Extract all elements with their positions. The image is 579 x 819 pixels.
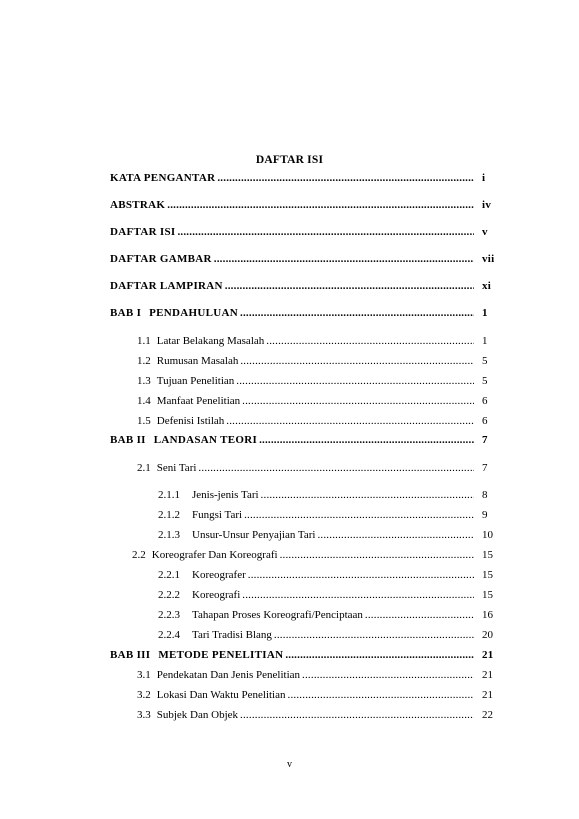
toc-entry	[158, 568, 476, 582]
dot-leader	[317, 528, 474, 542]
toc-entry	[158, 608, 476, 622]
toc-entry-label	[158, 528, 315, 542]
toc-entry-label	[110, 306, 238, 320]
toc-entry-title: LANDASAN TEORI	[153, 434, 258, 446]
dot-leader	[266, 334, 474, 348]
toc-entry	[158, 588, 476, 602]
toc-entry-label	[137, 688, 286, 702]
toc-entry-page: i	[482, 172, 486, 184]
dot-leader	[244, 508, 474, 522]
toc-entry	[110, 171, 476, 185]
dot-leader	[259, 433, 474, 447]
toc-entry-page: 20	[482, 629, 493, 641]
toc-entry-number: 3.2	[137, 689, 151, 701]
dot-leader	[261, 488, 474, 502]
dot-leader	[288, 688, 475, 702]
toc-entry-number: 2.2	[132, 549, 146, 561]
toc-entry-label	[137, 414, 224, 428]
toc-entry-number: 1.3	[137, 375, 151, 387]
toc-entry-label	[158, 568, 246, 582]
toc-entry	[158, 628, 476, 642]
toc-entry	[137, 394, 476, 408]
toc-entry-title: Unsur-Unsur Penyajian Tari	[192, 529, 316, 541]
toc-entry-number: BAB II	[110, 434, 146, 446]
toc-entry-number: 1.2	[137, 355, 151, 367]
toc-entry	[158, 528, 476, 542]
toc-entry-title: Koreografer	[192, 569, 246, 581]
toc-entry-label	[110, 252, 212, 266]
toc-entry-title: PENDAHULUAN	[149, 307, 239, 319]
toc-entry-label	[158, 588, 240, 602]
toc-entry	[158, 488, 476, 502]
toc-entry-label	[137, 354, 238, 368]
toc-entry-number: BAB I	[110, 307, 142, 319]
toc-entry-label	[110, 225, 175, 239]
toc-entry	[110, 198, 476, 212]
toc-entry	[137, 334, 476, 348]
toc-entry	[110, 279, 476, 293]
toc-entry-title: DAFTAR GAMBAR	[110, 253, 212, 265]
toc-entry-title: Koreografi	[192, 589, 241, 601]
toc-entry-number: 2.1.3	[158, 529, 180, 541]
dot-leader	[225, 279, 474, 293]
toc-entry-label	[137, 394, 240, 408]
toc-entry	[137, 354, 476, 368]
page-number: v	[287, 759, 292, 770]
toc-entry-label	[158, 628, 272, 642]
dot-leader	[240, 354, 474, 368]
dot-leader	[177, 225, 474, 239]
toc-entry-number: 2.1.2	[158, 509, 180, 521]
toc-entry-number: BAB III	[110, 649, 151, 661]
toc-entry-page: xi	[482, 280, 492, 292]
toc-entry-page: 7	[482, 434, 488, 446]
toc-entry-page: 21	[482, 649, 494, 661]
dot-leader	[217, 171, 474, 185]
toc-entry-title: ABSTRAK	[110, 199, 166, 211]
dot-leader	[167, 198, 474, 212]
toc-entry-title: Fungsi Tari	[192, 509, 243, 521]
toc-entry-number: 3.3	[137, 709, 151, 721]
toc-entry-page: 9	[482, 509, 488, 521]
toc-entry	[110, 306, 476, 320]
toc-entry-page: 1	[482, 335, 488, 347]
toc-entry-title: METODE PENELITIAN	[158, 649, 284, 661]
toc-entry-label	[158, 608, 363, 622]
toc-entry	[137, 668, 476, 682]
toc-entry-page: 5	[482, 355, 488, 367]
toc-entry	[110, 225, 476, 239]
toc-entry-title: Tujuan Penelitian	[156, 375, 235, 387]
toc-entry-page: vii	[482, 253, 495, 265]
dot-leader	[248, 568, 474, 582]
toc-entry-page: 21	[482, 689, 493, 701]
dot-leader	[214, 252, 474, 266]
dot-leader	[226, 414, 474, 428]
toc-entry-number: 2.2.1	[158, 569, 180, 581]
dot-leader	[240, 306, 474, 320]
toc-entry	[132, 548, 476, 562]
toc-entry-title: Pendekatan Dan Jenis Penelitian	[156, 669, 301, 681]
toc-entry	[137, 374, 476, 388]
toc-entry-title: Lokasi Dan Waktu Penelitian	[156, 689, 286, 701]
dot-leader	[285, 648, 474, 662]
toc-entry-number: 2.2.2	[158, 589, 180, 601]
toc-entry-page: 7	[482, 462, 488, 474]
page-title: DAFTAR ISI	[255, 154, 324, 166]
toc-entry	[110, 433, 476, 447]
toc-entry-label	[137, 668, 300, 682]
toc-entry-label	[110, 433, 257, 447]
toc-entry-number: 2.2.4	[158, 629, 180, 641]
toc-entry-page: 5	[482, 375, 488, 387]
toc-entry-label	[110, 648, 283, 662]
toc-entry-page: 15	[482, 549, 493, 561]
dot-leader	[198, 461, 474, 475]
toc-entry-title: DAFTAR ISI	[110, 226, 176, 238]
toc-entry-label	[137, 334, 264, 348]
toc-entry-title: DAFTAR LAMPIRAN	[110, 280, 223, 292]
toc-entry-label	[132, 548, 278, 562]
toc-entry-page: 16	[482, 609, 493, 621]
toc-entry-number: 1.5	[137, 415, 151, 427]
toc-entry-title: Koreografer Dan Koreografi	[151, 549, 278, 561]
toc-entry-page: 6	[482, 415, 488, 427]
toc-entry-page: iv	[482, 199, 492, 211]
toc-entry	[137, 414, 476, 428]
toc-entry-number: 3.1	[137, 669, 151, 681]
toc-entry-title: Subjek Dan Objek	[156, 709, 239, 721]
dot-leader	[280, 548, 474, 562]
toc-entry	[158, 508, 476, 522]
toc-entry-number: 2.1	[137, 462, 151, 474]
toc-entry-title: Jenis-jenis Tari	[192, 489, 259, 501]
dot-leader	[274, 628, 474, 642]
toc-entry-page: v	[482, 226, 488, 238]
toc-entry	[137, 688, 476, 702]
toc-entry	[110, 252, 476, 266]
dot-leader	[242, 394, 474, 408]
toc-entry-title: Tari Tradisi Blang	[192, 629, 272, 641]
toc-entry-label	[158, 488, 259, 502]
toc-entry-label	[137, 374, 234, 388]
toc-entry-page: 8	[482, 489, 488, 501]
toc-entry-label	[110, 279, 223, 293]
toc-entry-number: 2.1.1	[158, 489, 180, 501]
toc-entry-title: Tahapan Proses Koreografi/Penciptaan	[192, 609, 363, 621]
toc-entry	[137, 461, 476, 475]
toc-entry-label	[137, 461, 196, 475]
toc-entry-label	[137, 708, 238, 722]
toc-entry-page: 21	[482, 669, 493, 681]
toc-entry-page: 22	[482, 709, 493, 721]
toc-entry-number: 1.1	[137, 335, 151, 347]
toc-entry-label	[110, 171, 215, 185]
toc-entry-page: 6	[482, 395, 488, 407]
toc-entry-number: 1.4	[137, 395, 151, 407]
dot-leader	[242, 588, 474, 602]
toc-entry-number: 2.2.3	[158, 609, 180, 621]
dot-leader	[236, 374, 474, 388]
toc-entry	[110, 648, 476, 662]
dot-leader	[240, 708, 474, 722]
toc-entry-title: KATA PENGANTAR	[110, 172, 216, 184]
toc-entry-title: Rumusan Masalah	[156, 355, 239, 367]
toc-entry-title: Latar Belakang Masalah	[156, 335, 265, 347]
toc-entry-page: 10	[482, 529, 493, 541]
toc-entry	[137, 708, 476, 722]
toc-entry-title: Manfaat Penelitian	[156, 395, 241, 407]
toc-entry-title: Seni Tari	[156, 462, 197, 474]
toc-entry-label	[110, 198, 165, 212]
dot-leader	[365, 608, 474, 622]
toc-entry-page: 15	[482, 589, 493, 601]
toc-entry-title: Defenisi Istilah	[156, 415, 225, 427]
toc-entry-page: 1	[482, 307, 488, 319]
dot-leader	[302, 668, 474, 682]
toc-entry-label	[158, 508, 242, 522]
toc-entry-page: 15	[482, 569, 493, 581]
